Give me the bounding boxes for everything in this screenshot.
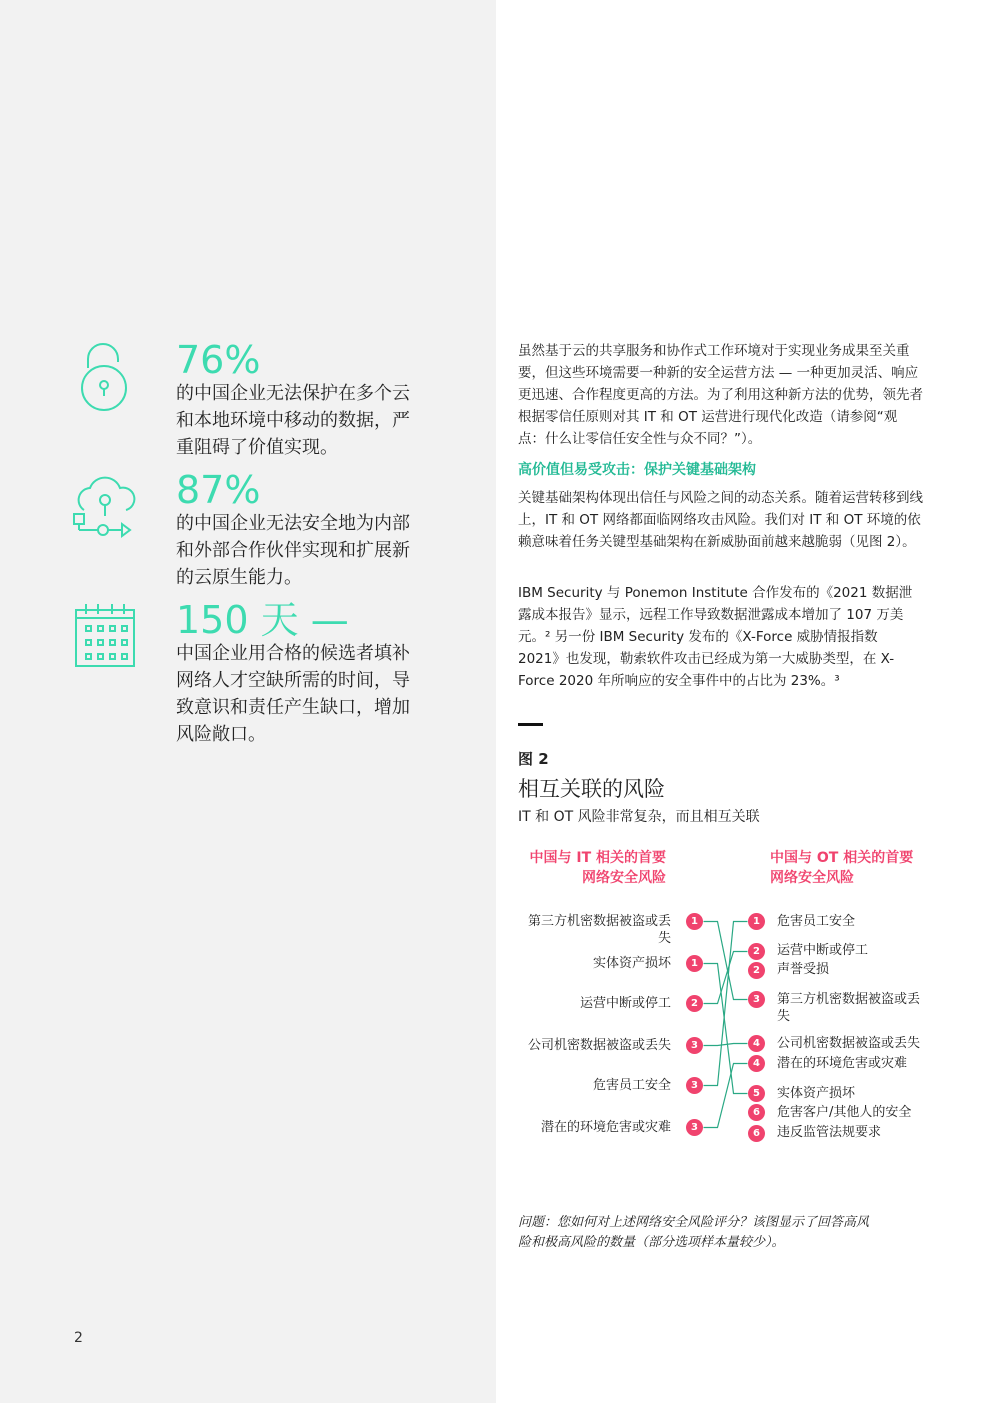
ot-rank-badge: 2 [748, 943, 765, 960]
ot-risk-label: 声誉受损 [777, 962, 830, 977]
calendar-icon [70, 602, 140, 672]
risk-link-line [704, 1064, 748, 1128]
it-rank-badge: 1 [686, 913, 703, 930]
risk-link-line [704, 922, 748, 1086]
stat-value: 76% [176, 338, 261, 382]
it-risk-label: 公司机密数据被盗或丢失 [527, 1038, 671, 1053]
figure-subtitle: IT 和 OT 风险非常复杂，而且相互关联 [518, 809, 760, 825]
ot-risk-label: 公司机密数据被盗或丢失 [777, 1036, 921, 1051]
ot-rank-badge: 1 [748, 913, 765, 930]
ot-risk-label: 第三方机密数据被盗或丢失 [777, 992, 921, 1024]
ot-risks-heading: 中国与 OT 相关的首要网络安全风险 [770, 850, 914, 886]
figure-divider [518, 723, 543, 726]
stat-value: 150 天 — [176, 598, 349, 642]
it-risk-label: 潜在的环境危害或灾难 [540, 1120, 671, 1135]
it-rank-badge: 3 [686, 1037, 703, 1054]
stat-value: 87% [176, 468, 261, 512]
figure-title: 相互关联的风险 [518, 777, 665, 801]
ot-risk-label: 运营中断或停工 [777, 943, 869, 958]
ot-rank-badge: 3 [748, 991, 765, 1008]
section-paragraph-1: 关键基础架构体现出信任与风险之间的动态关系。随着运营转移到线上，IT 和 OT 网络都面临网络攻击风险。我们对 IT 和 OT 环境的依赖意味着任务关键型基础架构在新威胁面前越来越脆弱（见图 2）。 [518, 490, 923, 550]
stat-description: 的中国企业无法安全地为内部和外部合作伙伴实现和扩展新的云原生能力。 [176, 513, 410, 588]
intro-paragraph: 虽然基于云的共享服务和协作式工作环境对于实现业务成果至关重要，但这些环境需要一种新的安全运营方法 — 一种更加灵活、响应更迅速、合作程度更高的方法。为了利用这种新方法的优势，领先者根据零信任原则对其 IT 和 OT 运营进行现代化改造（请参阅“观点：什么让零信任安全性与众不同？”）。 [518, 343, 923, 447]
ot-rank-badge: 4 [748, 1055, 765, 1072]
ot-risk-label: 潜在的环境危害或灾难 [777, 1056, 908, 1071]
page-number: 2 [74, 1330, 83, 1346]
cloud-network-icon [70, 472, 140, 542]
it-rank-badge: 3 [686, 1077, 703, 1094]
risk-link-line [704, 922, 748, 1000]
risk-link-line [704, 1044, 748, 1046]
figure-footnote: 问题：您如何对上述网络安全风险评分？该图显示了回答高风险和极高风险的数量（部分选项样本量较少）。 [518, 1215, 870, 1250]
ot-rank-badge: 6 [748, 1104, 765, 1121]
it-risk-label: 实体资产损坏 [592, 956, 671, 971]
it-risk-label: 运营中断或停工 [579, 996, 671, 1011]
figure-label: 图 2 [518, 750, 549, 768]
ot-rank-badge: 5 [748, 1085, 765, 1102]
ot-rank-badge: 2 [748, 962, 765, 979]
stat-description: 的中国企业无法保护在多个云和本地环境中移动的数据，严重阻碍了价值实现。 [176, 383, 410, 458]
risk-link-line [704, 952, 748, 1004]
it-rank-badge: 3 [686, 1119, 703, 1136]
it-risk-label: 危害员工安全 [592, 1078, 671, 1093]
ot-risk-label: 危害员工安全 [777, 914, 856, 929]
stat-description: 中国企业用合格的候选者填补网络人才空缺所需的时间，导致意识和责任产生缺口，增加风险敞口。 [176, 643, 410, 745]
it-risk-label: 第三方机密数据被盗或丢失 [527, 914, 671, 946]
ot-risk-label: 危害客户/其他人的安全 [777, 1105, 912, 1120]
it-risks-heading: 中国与 IT 相关的首要网络安全风险 [529, 850, 666, 886]
section-heading: 高价值但易受攻击：保护关键基础架构 [518, 462, 756, 478]
section-paragraph-2: IBM Security 与 Ponemon Institute 合作发布的《2021 数据泄露成本报告》显示，远程工作导致数据泄露成本增加了 107 万美元。² 另一份 IBM Security 发布的《X-Force 威胁情报指数 2021》也发现，勒索软件攻击已经成为第一大威胁类型，在 X-Force 2020 年所响应的安全事件中的占比为 23%。³ [518, 585, 913, 689]
ot-risk-label: 违反监管法规要求 [777, 1125, 882, 1140]
it-rank-badge: 2 [686, 995, 703, 1012]
ot-rank-badge: 4 [748, 1035, 765, 1052]
it-rank-badge: 1 [686, 955, 703, 972]
risk-link-line [704, 964, 748, 1094]
ot-rank-badge: 6 [748, 1125, 765, 1142]
unlocked-padlock-icon [70, 342, 140, 412]
ot-risk-label: 实体资产损坏 [777, 1086, 856, 1101]
